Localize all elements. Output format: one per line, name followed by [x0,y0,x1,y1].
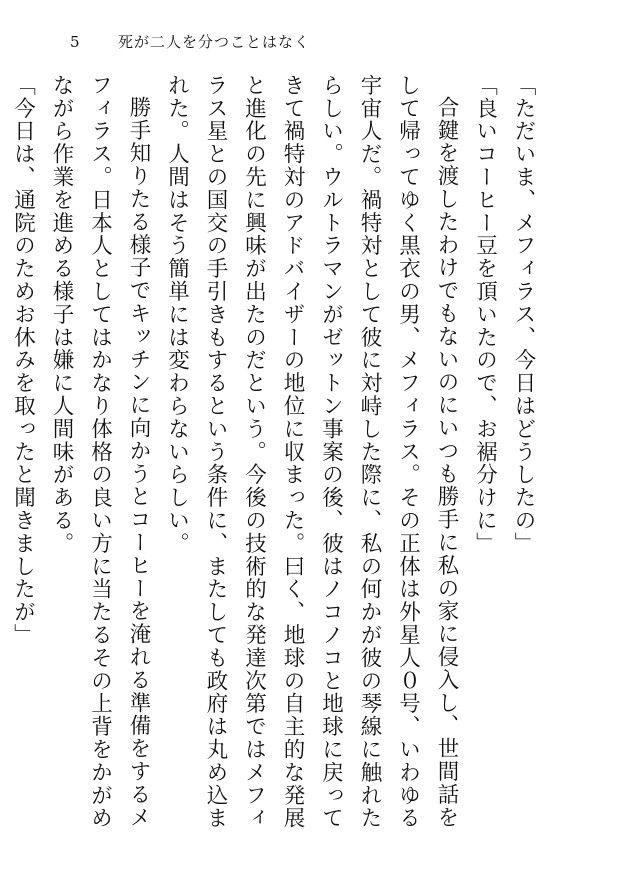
page-number: 5 [70,33,80,51]
paragraph-dialogue-2: 「良いコーヒー豆を頂いたので、お裾分けに」 [472,74,498,555]
running-title: 死が二人を分つことはなく [118,33,311,51]
paragraph-dialogue-3: 「今日は、通院のためお休みを取ったと聞きましたが」 [10,74,36,647]
paragraph-narration-1: 合鍵を渡したわけでもないのにいつも勝手に私の家に侵入し、世間話をして帰ってゆく黒衣の男、メフィラス。その正体は外星人０号、いわゆる宇宙人だ。禍特対として彼に対峙した際に、私の何かが彼の琴線に触れたらしい。ウルトラマンがゼットン事案の後、彼はノコノコと地球に戻ってきて禍特対のアドバイザーの地位に収まった。曰く、地球の自主的な発展と進化の先に興味が出たのだという。今後の技術的な発達次第ではメフィラス星との国交の手引きもするという条件に、またしても政府は丸め込まれた。人間はそう簡単には変わらないらしい。 [164,74,459,830]
paragraph-dialogue-1: 「ただいま、メフィラス、今日はどうしたの」 [511,74,536,555]
paragraph-narration-2: 勝手知りたる様子でキッチンに向かうとコーヒーを淹れる準備をするメフィラス。日本人としてはかなり体格の良い方に当たるその上背をかがめながら作業を進める様子は嫌に人間味がある。 [49,74,151,830]
body-text [10,74,542,844]
